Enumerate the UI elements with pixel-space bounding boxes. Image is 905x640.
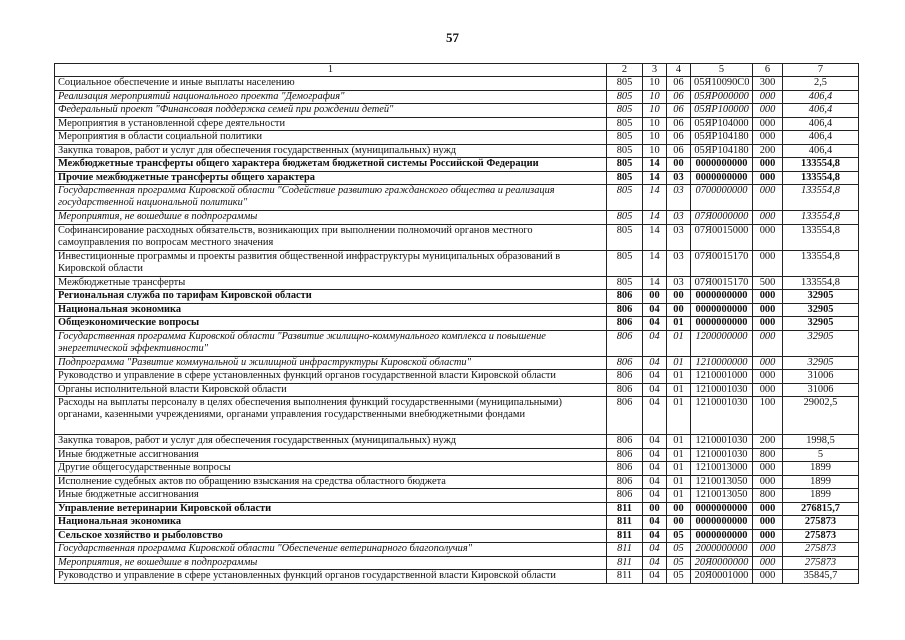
admin-code-cell: 806: [607, 383, 643, 397]
amount-cell: 133554,8: [783, 185, 859, 211]
amount-cell: 275873: [783, 516, 859, 530]
target-article-cell: 07Я0015170: [691, 276, 753, 290]
row-name-cell: Мероприятия, не вошедшие в подпрограммы: [55, 211, 607, 225]
target-article-cell: 1210001030: [691, 448, 753, 462]
row-name-cell: Общеэкономические вопросы: [55, 317, 607, 331]
amount-cell: 133554,8: [783, 276, 859, 290]
admin-code-cell: 805: [607, 185, 643, 211]
subsection-cell: 03: [667, 250, 691, 276]
subsection-cell: 01: [667, 435, 691, 449]
section-cell: 14: [643, 171, 667, 185]
expense-type-cell: 000: [753, 117, 783, 131]
expense-type-cell: 000: [753, 185, 783, 211]
admin-code-cell: 805: [607, 144, 643, 158]
subsection-cell: 00: [667, 290, 691, 304]
target-article-cell: 2000000000: [691, 543, 753, 557]
row-name-cell: Иные бюджетные ассигнования: [55, 448, 607, 462]
subsection-cell: 00: [667, 158, 691, 172]
admin-code-cell: 805: [607, 131, 643, 145]
amount-cell: 31006: [783, 383, 859, 397]
expense-type-cell: 800: [753, 448, 783, 462]
amount-cell: 133554,8: [783, 171, 859, 185]
amount-cell: 35845,7: [783, 570, 859, 584]
subsection-cell: 03: [667, 276, 691, 290]
table-row: [55, 330, 859, 356]
expense-type-cell: 000: [753, 131, 783, 145]
amount-cell: 32905: [783, 330, 859, 356]
admin-code-cell: 806: [607, 489, 643, 503]
section-cell: 14: [643, 211, 667, 225]
row-name-cell: Мероприятия в установленной сфере деятельности: [55, 117, 607, 131]
amount-cell: 276815,7: [783, 502, 859, 516]
section-cell: 04: [643, 529, 667, 543]
table-row: [55, 171, 859, 185]
table-row: [55, 543, 859, 557]
section-cell: 10: [643, 104, 667, 118]
subsection-cell: 01: [667, 330, 691, 356]
section-cell: 14: [643, 276, 667, 290]
expense-type-cell: 000: [753, 570, 783, 584]
target-article-cell: 07Я0015000: [691, 224, 753, 250]
row-name-cell: Мероприятия, не вошедшие в подпрограммы: [55, 556, 607, 570]
subsection-cell: 01: [667, 489, 691, 503]
page-number: 57: [446, 30, 459, 45]
section-cell: 04: [643, 303, 667, 317]
table-row: [55, 144, 859, 158]
table-row: [55, 303, 859, 317]
admin-code-cell: 805: [607, 104, 643, 118]
amount-cell: 29002,5: [783, 397, 859, 435]
subsection-cell: 01: [667, 462, 691, 476]
expense-type-cell: 300: [753, 77, 783, 91]
row-name-cell: Управление ветеринарии Кировской области: [55, 502, 607, 516]
target-article-cell: 05ЯР104000: [691, 117, 753, 131]
target-article-cell: 1210000000: [691, 356, 753, 370]
row-name-cell: Государственная программа Кировской области "Развитие жилищно-коммунального комплекса и повышение энергетической эффективности": [55, 330, 607, 356]
admin-code-cell: 811: [607, 556, 643, 570]
target-article-cell: 1210001000: [691, 370, 753, 384]
column-header: 5: [691, 64, 753, 77]
subsection-cell: 03: [667, 171, 691, 185]
expense-type-cell: 000: [753, 224, 783, 250]
target-article-cell: 1210001030: [691, 383, 753, 397]
section-cell: 10: [643, 131, 667, 145]
row-name-cell: Софинансирование расходных обязательств, возникающих при выполнении полномочий органов местного самоуправления по вопросам местного значения: [55, 224, 607, 250]
table-row: [55, 185, 859, 211]
table-row: [55, 435, 859, 449]
expense-type-cell: 000: [753, 90, 783, 104]
section-cell: 04: [643, 543, 667, 557]
table-row: [55, 556, 859, 570]
amount-cell: 133554,8: [783, 250, 859, 276]
subsection-cell: 06: [667, 131, 691, 145]
admin-code-cell: 805: [607, 90, 643, 104]
section-cell: 04: [643, 489, 667, 503]
admin-code-cell: 811: [607, 516, 643, 530]
target-article-cell: 0000000000: [691, 171, 753, 185]
admin-code-cell: 811: [607, 502, 643, 516]
table-row: [55, 211, 859, 225]
row-name-cell: Исполнение судебных актов по обращению взыскания на средства областного бюджета: [55, 475, 607, 489]
admin-code-cell: 806: [607, 475, 643, 489]
subsection-cell: 01: [667, 356, 691, 370]
section-cell: 04: [643, 317, 667, 331]
amount-cell: 406,4: [783, 144, 859, 158]
table-row: [55, 475, 859, 489]
subsection-cell: 01: [667, 448, 691, 462]
row-name-cell: Межбюджетные трансферты: [55, 276, 607, 290]
expense-type-cell: 200: [753, 435, 783, 449]
expense-type-cell: 000: [753, 303, 783, 317]
row-name-cell: Социальное обеспечение и иные выплаты населению: [55, 77, 607, 91]
subsection-cell: 06: [667, 90, 691, 104]
table-body: [55, 64, 859, 584]
expense-type-cell: 000: [753, 475, 783, 489]
section-cell: 04: [643, 370, 667, 384]
table-row: [55, 158, 859, 172]
target-article-cell: 0000000000: [691, 529, 753, 543]
amount-cell: 275873: [783, 543, 859, 557]
section-cell: 04: [643, 383, 667, 397]
subsection-cell: 01: [667, 397, 691, 435]
amount-cell: 32905: [783, 317, 859, 331]
target-article-cell: 1210013050: [691, 475, 753, 489]
section-cell: 04: [643, 570, 667, 584]
section-cell: 04: [643, 516, 667, 530]
row-name-cell: Мероприятия в области социальной политики: [55, 131, 607, 145]
table-row: [55, 516, 859, 530]
expense-type-cell: 000: [753, 317, 783, 331]
row-name-cell: Другие общегосударственные вопросы: [55, 462, 607, 476]
target-article-cell: 05ЯР000000: [691, 90, 753, 104]
section-cell: 10: [643, 117, 667, 131]
expense-type-cell: 500: [753, 276, 783, 290]
table-row: [55, 77, 859, 91]
subsection-cell: 00: [667, 516, 691, 530]
section-cell: 10: [643, 77, 667, 91]
target-article-cell: 1210001030: [691, 435, 753, 449]
amount-cell: 406,4: [783, 104, 859, 118]
expense-type-cell: 000: [753, 462, 783, 476]
admin-code-cell: 805: [607, 158, 643, 172]
admin-code-cell: 805: [607, 117, 643, 131]
row-name-cell: Межбюджетные трансферты общего характера бюджетам бюджетной системы Российской Федерации: [55, 158, 607, 172]
amount-cell: 32905: [783, 356, 859, 370]
section-cell: 04: [643, 356, 667, 370]
table-row: [55, 383, 859, 397]
admin-code-cell: 805: [607, 250, 643, 276]
column-header: 4: [667, 64, 691, 77]
section-cell: 14: [643, 250, 667, 276]
row-name-cell: Расходы на выплаты персоналу в целях обеспечения выполнения функций государственными (муниципальными) органами, казенными учреждениями, органами управления государственными внебюджетными фондами: [55, 397, 607, 435]
expense-type-cell: 000: [753, 158, 783, 172]
amount-cell: 1899: [783, 462, 859, 476]
amount-cell: 133554,8: [783, 158, 859, 172]
target-article-cell: 07Я0015170: [691, 250, 753, 276]
admin-code-cell: 811: [607, 529, 643, 543]
row-name-cell: Национальная экономика: [55, 516, 607, 530]
admin-code-cell: 806: [607, 397, 643, 435]
admin-code-cell: 805: [607, 224, 643, 250]
expense-type-cell: 000: [753, 211, 783, 225]
target-article-cell: 0700000000: [691, 185, 753, 211]
amount-cell: 275873: [783, 529, 859, 543]
section-cell: 10: [643, 90, 667, 104]
row-name-cell: Закупка товаров, работ и услуг для обеспечения государственных (муниципальных) нужд: [55, 144, 607, 158]
target-article-cell: 20Я0001000: [691, 570, 753, 584]
subsection-cell: 06: [667, 104, 691, 118]
row-name-cell: Государственная программа Кировской области "Обеспечение ветеринарного благополучия": [55, 543, 607, 557]
section-cell: 04: [643, 435, 667, 449]
expense-type-cell: 000: [753, 290, 783, 304]
expense-type-cell: 000: [753, 104, 783, 118]
target-article-cell: 0000000000: [691, 303, 753, 317]
row-name-cell: Прочие межбюджетные трансферты общего характера: [55, 171, 607, 185]
table-row: [55, 570, 859, 584]
row-name-cell: Руководство и управление в сфере установленных функций органов государственной власти Кировской области: [55, 370, 607, 384]
column-header: 3: [643, 64, 667, 77]
subsection-cell: 05: [667, 529, 691, 543]
admin-code-cell: 806: [607, 317, 643, 331]
target-article-cell: 07Я0000000: [691, 211, 753, 225]
expense-type-cell: 000: [753, 356, 783, 370]
row-name-cell: Органы исполнительной власти Кировской области: [55, 383, 607, 397]
target-article-cell: 0000000000: [691, 158, 753, 172]
subsection-cell: 00: [667, 303, 691, 317]
expense-type-cell: 000: [753, 529, 783, 543]
row-name-cell: Национальная экономика: [55, 303, 607, 317]
amount-cell: 406,4: [783, 131, 859, 145]
subsection-cell: 05: [667, 570, 691, 584]
target-article-cell: 0000000000: [691, 502, 753, 516]
admin-code-cell: 806: [607, 356, 643, 370]
column-header: 7: [783, 64, 859, 77]
row-name-cell: Подпрограмма "Развитие коммунальной и жилищной инфраструктуры Кировской области": [55, 356, 607, 370]
amount-cell: 275873: [783, 556, 859, 570]
target-article-cell: 1200000000: [691, 330, 753, 356]
expense-type-cell: 000: [753, 250, 783, 276]
amount-cell: 1899: [783, 475, 859, 489]
subsection-cell: 00: [667, 502, 691, 516]
table-row: [55, 250, 859, 276]
row-name-cell: Сельское хозяйство и рыболовство: [55, 529, 607, 543]
section-cell: 14: [643, 185, 667, 211]
target-article-cell: 0000000000: [691, 317, 753, 331]
table-row: [55, 448, 859, 462]
amount-cell: 32905: [783, 290, 859, 304]
admin-code-cell: 811: [607, 570, 643, 584]
admin-code-cell: 806: [607, 290, 643, 304]
table-row: [55, 117, 859, 131]
amount-cell: 1998,5: [783, 435, 859, 449]
row-name-cell: Закупка товаров, работ и услуг для обеспечения государственных (муниципальных) нужд: [55, 435, 607, 449]
section-cell: 04: [643, 475, 667, 489]
target-article-cell: 1210013000: [691, 462, 753, 476]
table-row: [55, 502, 859, 516]
table-row: [55, 397, 859, 435]
admin-code-cell: 805: [607, 211, 643, 225]
table-row: [55, 489, 859, 503]
expense-type-cell: 000: [753, 330, 783, 356]
target-article-cell: 05ЯР104180: [691, 131, 753, 145]
amount-cell: 406,4: [783, 117, 859, 131]
subsection-cell: 06: [667, 117, 691, 131]
row-name-cell: Иные бюджетные ассигнования: [55, 489, 607, 503]
row-name-cell: Руководство и управление в сфере установленных функций органов государственной власти Кировской области: [55, 570, 607, 584]
amount-cell: 133554,8: [783, 211, 859, 225]
expense-type-cell: 000: [753, 171, 783, 185]
row-name-cell: Инвестиционные программы и проекты развития общественной инфраструктуры муниципальных образований в Кировской области: [55, 250, 607, 276]
subsection-cell: 03: [667, 185, 691, 211]
table-row: [55, 370, 859, 384]
target-article-cell: 0000000000: [691, 516, 753, 530]
admin-code-cell: 806: [607, 448, 643, 462]
section-cell: 10: [643, 144, 667, 158]
row-name-cell: Государственная программа Кировской области "Содействие развитию гражданского общества и реализация государственной национальной политики": [55, 185, 607, 211]
expense-type-cell: 200: [753, 144, 783, 158]
table-row: [55, 224, 859, 250]
expense-type-cell: 000: [753, 383, 783, 397]
row-name-cell: Федеральный проект "Финансовая поддержка семей при рождении детей": [55, 104, 607, 118]
amount-cell: 133554,8: [783, 224, 859, 250]
row-name-cell: Региональная служба по тарифам Кировской области: [55, 290, 607, 304]
subsection-cell: 01: [667, 370, 691, 384]
header-row: [55, 64, 859, 77]
expense-type-cell: 100: [753, 397, 783, 435]
subsection-cell: 03: [667, 224, 691, 250]
section-cell: 04: [643, 462, 667, 476]
table-row: [55, 290, 859, 304]
amount-cell: 5: [783, 448, 859, 462]
table-row: [55, 131, 859, 145]
subsection-cell: 01: [667, 317, 691, 331]
table-row: [55, 529, 859, 543]
admin-code-cell: 805: [607, 276, 643, 290]
amount-cell: 31006: [783, 370, 859, 384]
admin-code-cell: 805: [607, 77, 643, 91]
expense-type-cell: 000: [753, 516, 783, 530]
expense-type-cell: 000: [753, 502, 783, 516]
admin-code-cell: 806: [607, 435, 643, 449]
admin-code-cell: 806: [607, 330, 643, 356]
amount-cell: 32905: [783, 303, 859, 317]
section-cell: 04: [643, 448, 667, 462]
admin-code-cell: 806: [607, 370, 643, 384]
table-row: [55, 462, 859, 476]
expense-type-cell: 000: [753, 556, 783, 570]
target-article-cell: 1210001030: [691, 397, 753, 435]
admin-code-cell: 805: [607, 171, 643, 185]
subsection-cell: 06: [667, 77, 691, 91]
amount-cell: 2,5: [783, 77, 859, 91]
admin-code-cell: 806: [607, 462, 643, 476]
section-cell: 04: [643, 556, 667, 570]
target-article-cell: 1210013050: [691, 489, 753, 503]
section-cell: 00: [643, 502, 667, 516]
column-header: 1: [55, 64, 607, 77]
section-cell: 04: [643, 330, 667, 356]
section-cell: 00: [643, 290, 667, 304]
target-article-cell: 05Я10090С0: [691, 77, 753, 91]
target-article-cell: 0000000000: [691, 290, 753, 304]
row-name-cell: Реализация мероприятий национального проекта "Демография": [55, 90, 607, 104]
amount-cell: 1899: [783, 489, 859, 503]
target-article-cell: 05ЯР104180: [691, 144, 753, 158]
subsection-cell: 03: [667, 211, 691, 225]
admin-code-cell: 811: [607, 543, 643, 557]
subsection-cell: 05: [667, 543, 691, 557]
admin-code-cell: 806: [607, 303, 643, 317]
section-cell: 04: [643, 397, 667, 435]
expense-type-cell: 000: [753, 370, 783, 384]
expense-type-cell: 800: [753, 489, 783, 503]
table-row: [55, 356, 859, 370]
section-cell: 14: [643, 158, 667, 172]
section-cell: 14: [643, 224, 667, 250]
subsection-cell: 01: [667, 383, 691, 397]
target-article-cell: 20Я0000000: [691, 556, 753, 570]
table-row: [55, 90, 859, 104]
table-row: [55, 276, 859, 290]
amount-cell: 406,4: [783, 90, 859, 104]
subsection-cell: 01: [667, 475, 691, 489]
table-row: [55, 104, 859, 118]
subsection-cell: 05: [667, 556, 691, 570]
column-header: 6: [753, 64, 783, 77]
budget-table: [54, 63, 859, 584]
target-article-cell: 05ЯР100000: [691, 104, 753, 118]
subsection-cell: 06: [667, 144, 691, 158]
table-row: [55, 317, 859, 331]
column-header: 2: [607, 64, 643, 77]
expense-type-cell: 000: [753, 543, 783, 557]
